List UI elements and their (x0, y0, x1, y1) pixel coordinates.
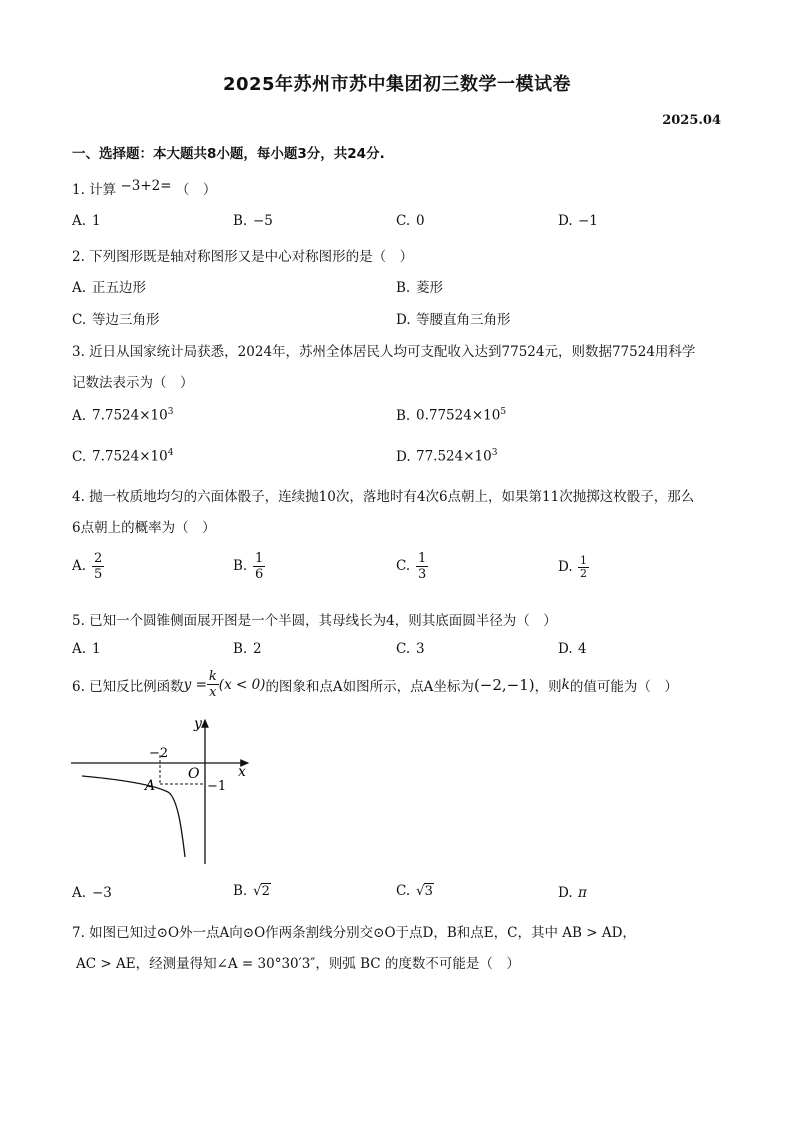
q6-func-frac: $\frac{k}{x}$ (208, 669, 217, 700)
q5-option-b[interactable]: B. 2 (233, 641, 262, 657)
q5-option-a[interactable]: A. 1 (72, 641, 101, 657)
q2-option-d[interactable]: D. 等腰直角三角形 (396, 312, 511, 328)
q6-mid: 的图象和点A如图所示，点A坐标为 (265, 678, 474, 695)
q6-func-domain: (x < 0) (218, 676, 266, 693)
origin-label: O (188, 766, 200, 782)
q3-option-c[interactable]: C. $7.7524\times 10^4$ (72, 448, 174, 465)
q1-stem (72, 178, 216, 198)
q1-option-d[interactable]: D. −1 (558, 213, 598, 229)
q4-option-d[interactable]: D. $\frac{1}{2}$ (558, 554, 587, 580)
y-axis-label: y (194, 716, 202, 732)
q3-option-a[interactable]: A. $7.7524\times 10^3$ (72, 407, 174, 424)
q1-expr: −3+2= (120, 178, 172, 194)
q6-mid2: ，则 (534, 678, 562, 695)
q6-option-d[interactable]: D. π (558, 885, 587, 901)
q3-stem-line1: 3. 近日从国家统计局获悉，2024年，苏州全体居民人均可支配收入达到77524元，则数据77524用科学 (72, 344, 696, 360)
q6-var-k: k (561, 676, 570, 693)
exam-title: 2025年苏州市苏中集团初三数学一模试卷 (222, 74, 572, 95)
q1-option-b[interactable]: B. −5 (233, 213, 273, 229)
q5-option-d[interactable]: D. 4 (558, 641, 587, 657)
q1-option-c[interactable]: C. 0 (396, 213, 425, 229)
x-axis-label: x (238, 764, 246, 780)
q7-stem-line2: AC > AE，经测量得知∠A = 30°30′3″，则弧 BC 的度数不可能是（ ） (76, 956, 520, 972)
q6-point: (−2,−1) (473, 675, 535, 694)
section-heading: 一、选择题：本大题共8小题，每小题3分，共24分. (72, 146, 385, 162)
q4-option-a[interactable]: A. $\frac{2}{5}$ (72, 551, 103, 582)
q2-option-c[interactable]: C. 等边三角形 (72, 312, 160, 328)
q3-stem-line2: 记数法表示为（ ） (72, 375, 194, 391)
q6-suffix: 的值可能为（ ） (569, 678, 678, 695)
q1-option-a[interactable]: A. 1 (72, 213, 101, 229)
y-tick-label: −1 (207, 779, 227, 794)
q2-option-b[interactable]: B. 菱形 (396, 280, 443, 296)
exam-date: 2025.04 (662, 113, 721, 128)
q6-graph (66, 712, 266, 872)
point-a-label: A (145, 778, 156, 794)
q5-option-c[interactable]: C. 3 (396, 641, 425, 657)
q6-stem (72, 669, 678, 700)
q6-option-c[interactable]: C. √ 3 (396, 883, 433, 899)
q2-option-a[interactable]: A. 正五边形 (72, 280, 146, 296)
q6-option-b[interactable]: B. √ 2 (233, 883, 270, 899)
q5-stem: 5. 已知一个圆锥侧面展开图是一个半圆，其母线长为4，则其底面圆半径为（ ） (72, 613, 557, 629)
q6-prefix: 6. 已知反比例函数 (72, 678, 184, 695)
q4-option-b[interactable]: B. $\frac{1}{6}$ (233, 551, 264, 582)
q2-stem: 2. 下列图形既是轴对称图形又是中心对称图形的是（ ） (72, 249, 414, 265)
q7-stem-line1: 7. 如图已知过⊙O外一点A向⊙O作两条割线分别交⊙O于点D，B和点E，C，其中 AB > AD， (72, 925, 636, 941)
q4-stem-line1: 4. 抛一枚质地均匀的六面体骰子，连续抛10次，落地时有4次6点朝上，如果第11次抛掷这枚骰子，那么 (72, 489, 695, 505)
q4-stem-line2: 6点朝上的概率为（ ） (72, 520, 216, 536)
q1-prefix: 1. 计算 (72, 182, 117, 198)
hyperbola-branch (82, 776, 185, 857)
q3-option-b[interactable]: B. $0.77524\times 10^5$ (396, 407, 507, 424)
q4-option-c[interactable]: C. $\frac{1}{3}$ (396, 551, 427, 582)
q3-option-d[interactable]: D. $77.524\times 10^3$ (396, 448, 498, 465)
q6-option-a[interactable]: A. −3 (72, 885, 112, 901)
q1-suffix: （ ） (175, 182, 217, 198)
q6-func-lhs: y = (183, 676, 207, 693)
x-tick-label: −2 (149, 746, 169, 761)
